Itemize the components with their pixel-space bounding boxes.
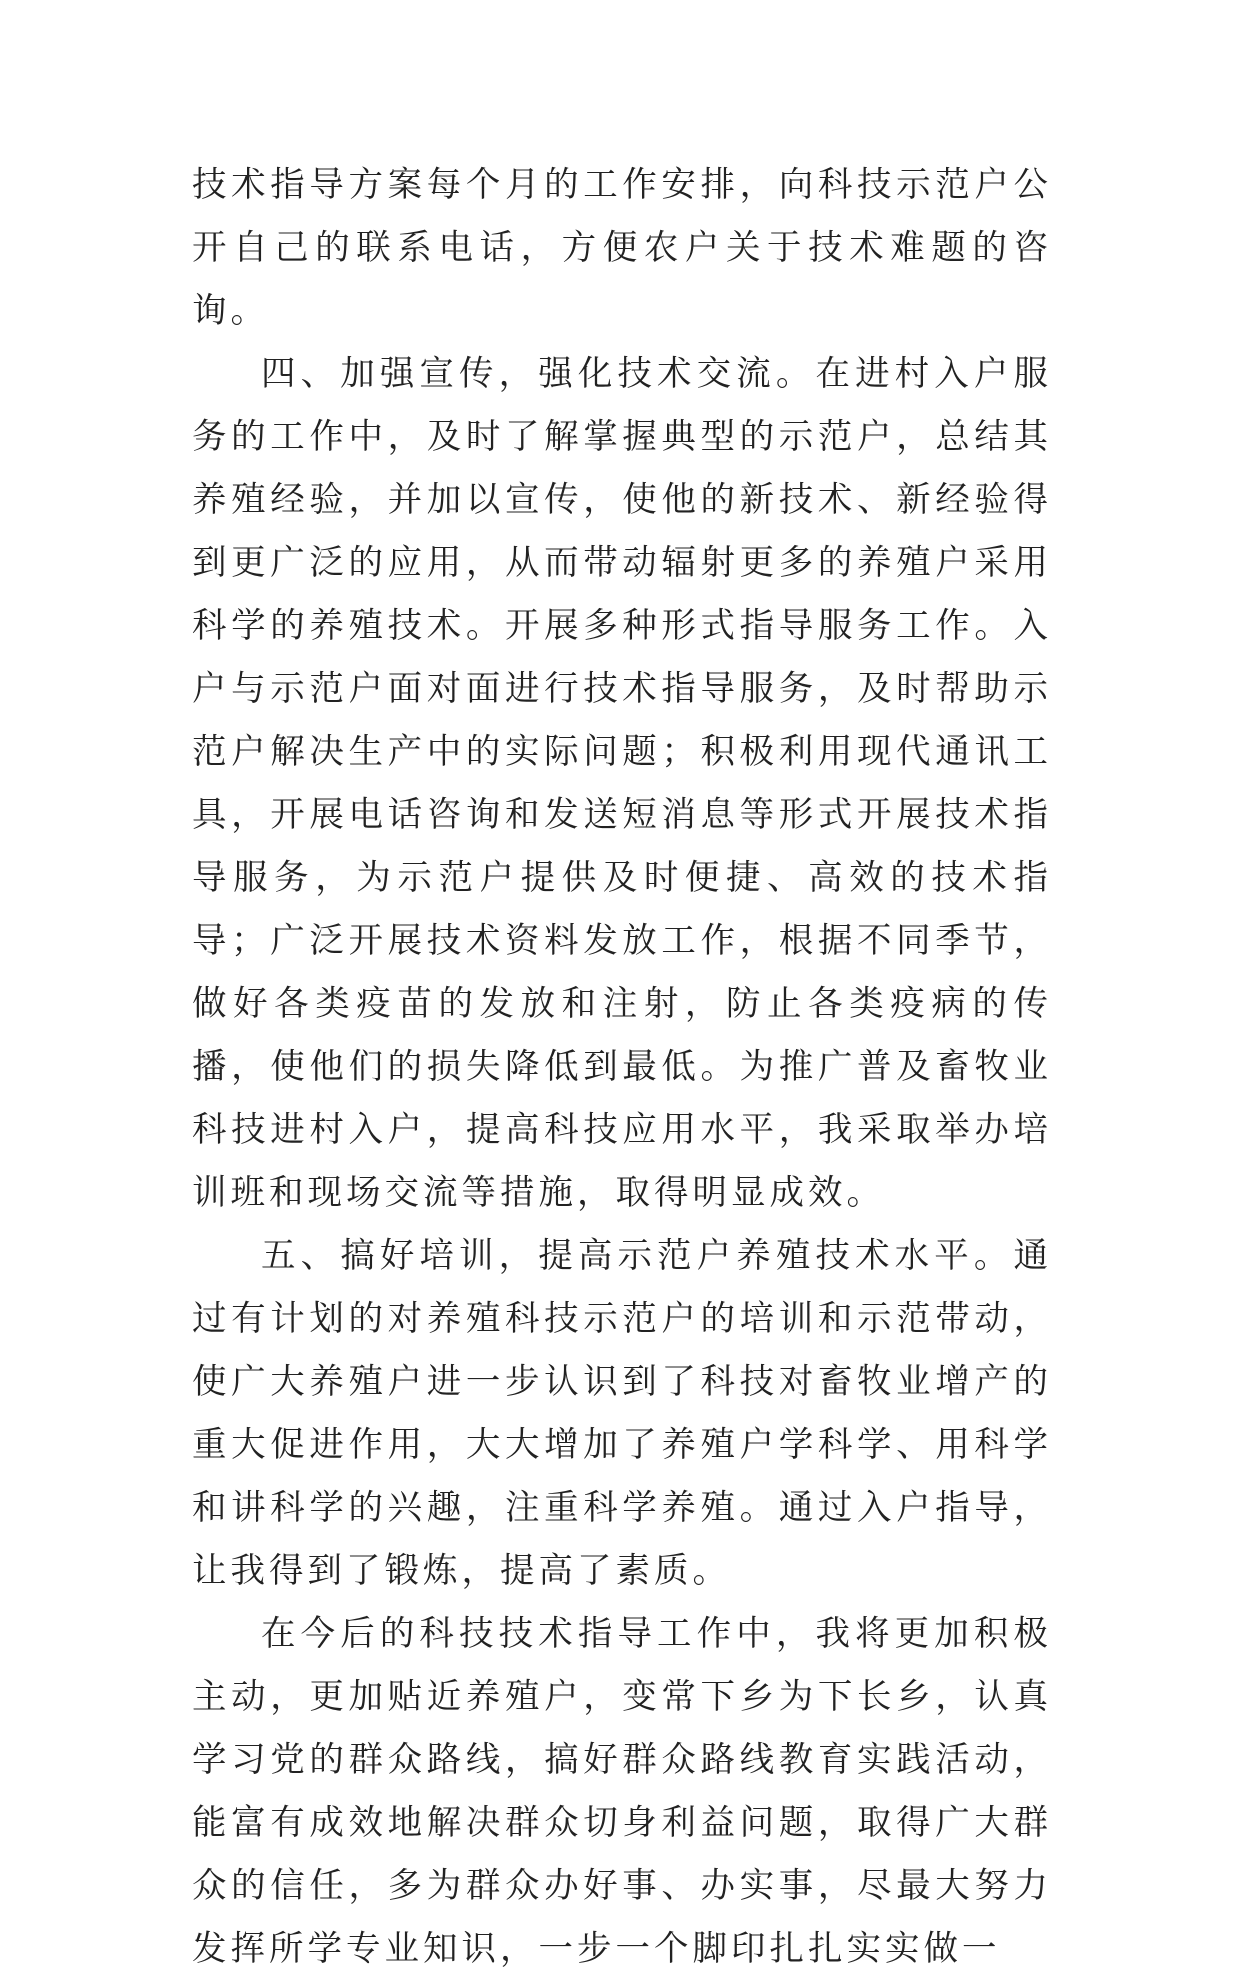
paragraph-section-five: 五、搞好培训，提高示范户养殖技术水平。通过有计划的对养殖科技示范户的培训和示范带动，使广大养殖户进一步认识到了科技对畜牧业增产的重大促进作用，大大增加了养殖户学科学、用科学和讲科学的兴趣，注重科学养殖。通过入户指导，让我得到了锻炼，提高了素质。 [192, 1236, 1052, 1591]
body-text [192, 154, 1052, 1981]
paragraph-continuation: 技术指导方案每个月的工作安排，向科技示范户公开自己的联系电话，方便农户关于技术难题的咨询。 [192, 165, 1052, 331]
paragraph-future-work: 在今后的科技技术指导工作中，我将更加积极主动，更加贴近养殖户，变常下乡为下长乡，认真学习党的群众路线，搞好群众路线教育实践活动，能富有成效地解决群众切身利益问题，取得广大群众的信任，多为群众办好事、办实事，尽最大努力发挥所学专业知识，一步一个脚印扎扎实实做一 [192, 1614, 1052, 1969]
paragraph-section-four: 四、加强宣传，强化技术交流。在进村入户服务的工作中，及时了解掌握典型的示范户，总结其养殖经验，并加以宣传，使他的新技术、新经验得到更广泛的应用，从而带动辐射更多的养殖户采用科学的养殖技术。开展多种形式指导服务工作。入户与示范户面对面进行技术指导服务，及时帮助示范户解决生产中的实际问题；积极利用现代通讯工具，开展电话咨询和发送短消息等形式开展技术指导服务，为示范户提供及时便捷、高效的技术指导；广泛开展技术资料发放工作，根据不同季节，做好各类疫苗的发放和注射，防止各类疫病的传播，使他们的损失降低到最低。为推广普及畜牧业科技进村入户，提高科技应用水平，我采取举办培训班和现场交流等措施，取得明显成效。 [192, 354, 1052, 1213]
